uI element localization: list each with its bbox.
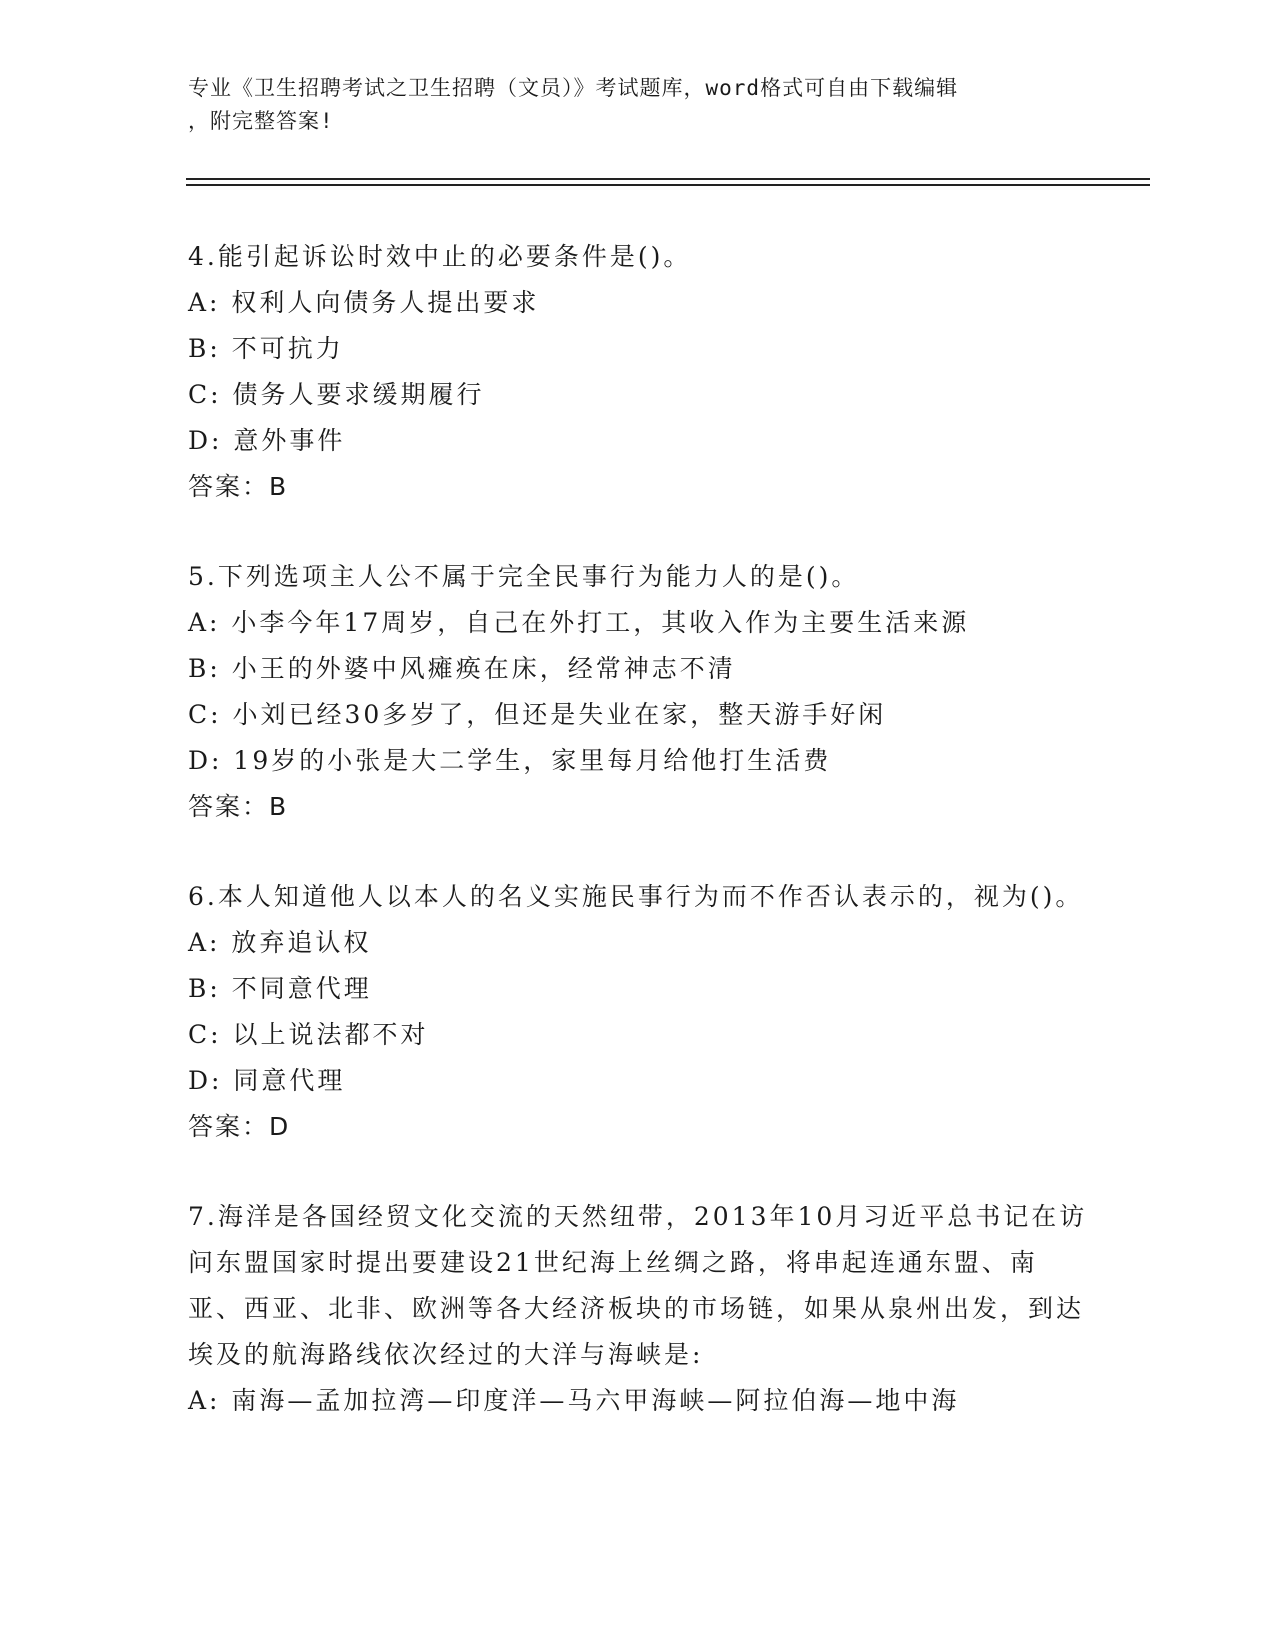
answer-label: 答案：B [188, 472, 289, 501]
option-c: C: 债务人要求缓期履行 [188, 380, 485, 409]
answer-label: 答案：B [188, 792, 289, 821]
question-text: 5.下列选项主人公不属于完全民事行为能力人的是()。 [188, 562, 860, 591]
question-5 [188, 554, 1088, 830]
option-b: B: 小王的外婆中风瘫痪在床，经常神志不清 [188, 654, 736, 683]
option-a: A: 权利人向债务人提出要求 [188, 288, 540, 317]
question-7 [188, 1194, 1088, 1424]
option-b: B: 不同意代理 [188, 974, 372, 1003]
question-text: 6.本人知道他人以本人的名义实施民事行为而不作否认表示的，视为()。 [188, 882, 1084, 911]
option-d: D: 19岁的小张是大二学生，家里每月给他打生活费 [188, 746, 832, 775]
option-d: D: 意外事件 [188, 426, 346, 455]
option-b: B: 不可抗力 [188, 334, 344, 363]
option-d: D: 同意代理 [188, 1066, 346, 1095]
question-text: 7.海洋是各国经贸文化交流的天然纽带，2013年10月习近平总书记在访问东盟国家时提出要建设21世纪海上丝绸之路，将串起连通东盟、南亚、西亚、北非、欧洲等各大经济板块的市场链，如果从泉州出发，到达埃及的航海路线依次经过的大洋与海峡是: [188, 1202, 1088, 1369]
option-a: A: 南海—孟加拉湾—印度洋—马六甲海峡—阿拉伯海—地中海 [188, 1386, 960, 1415]
header-rule-bottom [186, 184, 1150, 186]
answer-label: 答案：D [188, 1112, 291, 1141]
question-list [188, 234, 1088, 1468]
option-c: C: 以上说法都不对 [188, 1020, 429, 1049]
document-header [188, 72, 1068, 138]
header-line-1: 专业《卫生招聘考试之卫生招聘（文员）》考试题库，word格式可自由下载编辑 [188, 76, 959, 100]
option-a: A: 放弃追认权 [188, 928, 372, 957]
option-a: A: 小李今年17周岁，自己在外打工，其收入作为主要生活来源 [188, 608, 970, 637]
header-rule-top [186, 178, 1150, 180]
option-c: C: 小刘已经30多岁了，但还是失业在家，整天游手好闲 [188, 700, 887, 729]
header-line-2: ，附完整答案! [188, 109, 334, 133]
question-6 [188, 874, 1088, 1150]
question-text: 4.能引起诉讼时效中止的必要条件是()。 [188, 242, 692, 271]
question-4 [188, 234, 1088, 510]
